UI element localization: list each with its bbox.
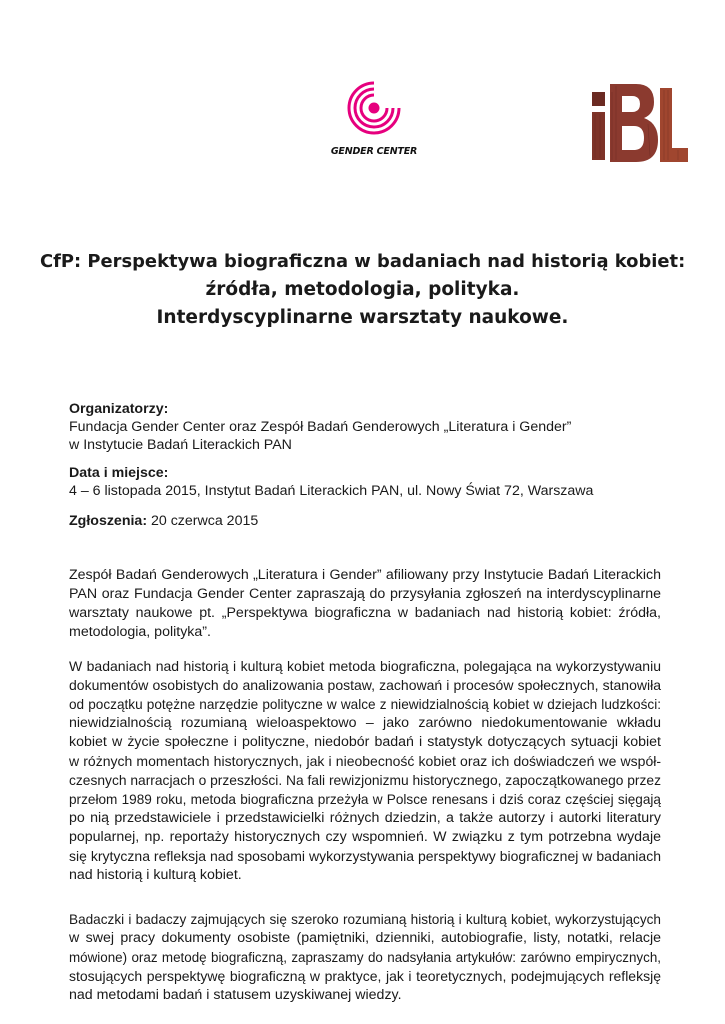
deadline-section — [69, 512, 659, 530]
date-place-value: 4 – 6 listopada 2015, Instytut Badań Literackich PAN, ul. Nowy Świat 72, Warszawa — [69, 483, 594, 499]
date-place-section — [69, 464, 659, 500]
organizers-section — [69, 400, 659, 454]
organizers-line-1: Fundacja Gender Center oraz Zespół Badań Genderowych „Literatura i Gender” — [69, 419, 572, 435]
title-line-3: Interdyscyplinarne warsztaty naukowe. — [156, 307, 569, 328]
paragraph-line: metodologia, polityka”. — [69, 624, 211, 640]
paragraph-line: dokumentów osobistych do analizowania postaw, zachowań i procesów społecznych, stanowiła — [69, 677, 661, 693]
paragraph-line: po nią przedstawiciele i przedstawicielki różnych dziedzin, a także autorzy i autorki literatury — [69, 810, 661, 826]
paragraph-intro — [69, 566, 661, 642]
title-line-2: źródła, metodologia, polityka. — [205, 279, 520, 300]
paragraph-line: się krytyczna refleksja nad sposobami wykorzystywania perspektywy biograficznej w badaniach — [69, 848, 661, 864]
page-title — [40, 248, 685, 332]
date-place-label: Data i miejsce: — [69, 465, 169, 481]
paragraph-line: stosujących perspektywę biograficzną w praktyce, jak i teoretycznych, podejmujących refleksję — [69, 968, 661, 984]
organizers-label: Organizatorzy: — [69, 401, 169, 417]
paragraph-line: W badaniach nad historią i kulturą kobiet metoda biograficzna, polegająca na wykorzystywaniu — [69, 658, 661, 674]
deadline-value: 20 czerwca 2015 — [147, 513, 259, 529]
ibl-logo — [590, 82, 690, 168]
paragraph-invitation — [69, 910, 661, 1005]
paragraph-line: mówione) oraz metodę biograficzną, zapraszamy do nadsyłania artykułów: zarówno empirycznych, — [69, 950, 661, 965]
gender-center-spiral-icon — [344, 78, 404, 138]
deadline-label: Zgłoszenia: — [69, 513, 148, 529]
paragraph-line: Badaczki i badaczy zajmujących się szeroko rozumianą historią i kulturą kobiet, wykorzystujących — [69, 912, 661, 927]
gender-center-logo — [318, 78, 430, 162]
paragraph-line: kobiet w życie społeczne i polityczne, niedobór badań i statystyk dotyczących sytuacji kobiet — [69, 734, 661, 750]
paragraph-line: nad historią i kulturą kobiet. — [69, 867, 242, 883]
paragraph-line: w różnych momentach historycznych, jak i nieobecność kobiet oraz ich doświadczeń we współ- — [69, 753, 661, 769]
paragraph-line: popularnej, np. reportaży historycznych czy wspomnień. W związku z tym potrzebna wydaje — [69, 829, 661, 845]
organizers-line-2: w Instytucie Badań Literackich PAN — [69, 437, 292, 453]
paragraph-line: od początku potężne narzędzie polityczne w walce z niewidzialnością kobiet w dziejach ludzkości: — [69, 697, 661, 712]
paragraph-method — [69, 657, 661, 885]
paragraph-line: czesnych narracjach o przeszłości. Na fali rewizjonizmu historycznego, zapoczątkowanego przez — [69, 773, 661, 788]
paragraph-line: nad metodami badań i statusem uzyskiwanej wiedzy. — [69, 987, 402, 1003]
paragraph-line: warsztaty naukowe pt. „Perspektywa biograficzna w badaniach nad historią kobiet: źródła, — [69, 605, 661, 621]
title-line-1: CfP: Perspektywa biograficzna w badaniach nad historią kobiet: — [40, 251, 686, 272]
gender-center-caption: GENDER CENTER — [330, 146, 418, 157]
paragraph-line: niewidzialnością rozumianą wieloaspektowo – jako zarówno niedokumentowanie wkładu — [69, 715, 661, 731]
paragraph-line: w swej pracy dokumenty osobiste (pamiętniki, dzienniki, autobiografie, listy, notatki, relacje — [69, 930, 661, 946]
paragraph-line: Zespół Badań Genderowych „Literatura i Gender” afiliowany przy Instytucie Badań Literackich — [69, 567, 661, 583]
paragraph-line: przełom 1989 roku, metoda biograficzna przeżyła w Polsce renesans i dziś coraz częściej sięgają — [69, 792, 661, 807]
paragraph-line: PAN oraz Fundacja Gender Center zapraszają do przysyłania zgłoszeń na interdyscyplinarne — [69, 586, 661, 602]
ibl-logo-mark — [590, 82, 690, 168]
